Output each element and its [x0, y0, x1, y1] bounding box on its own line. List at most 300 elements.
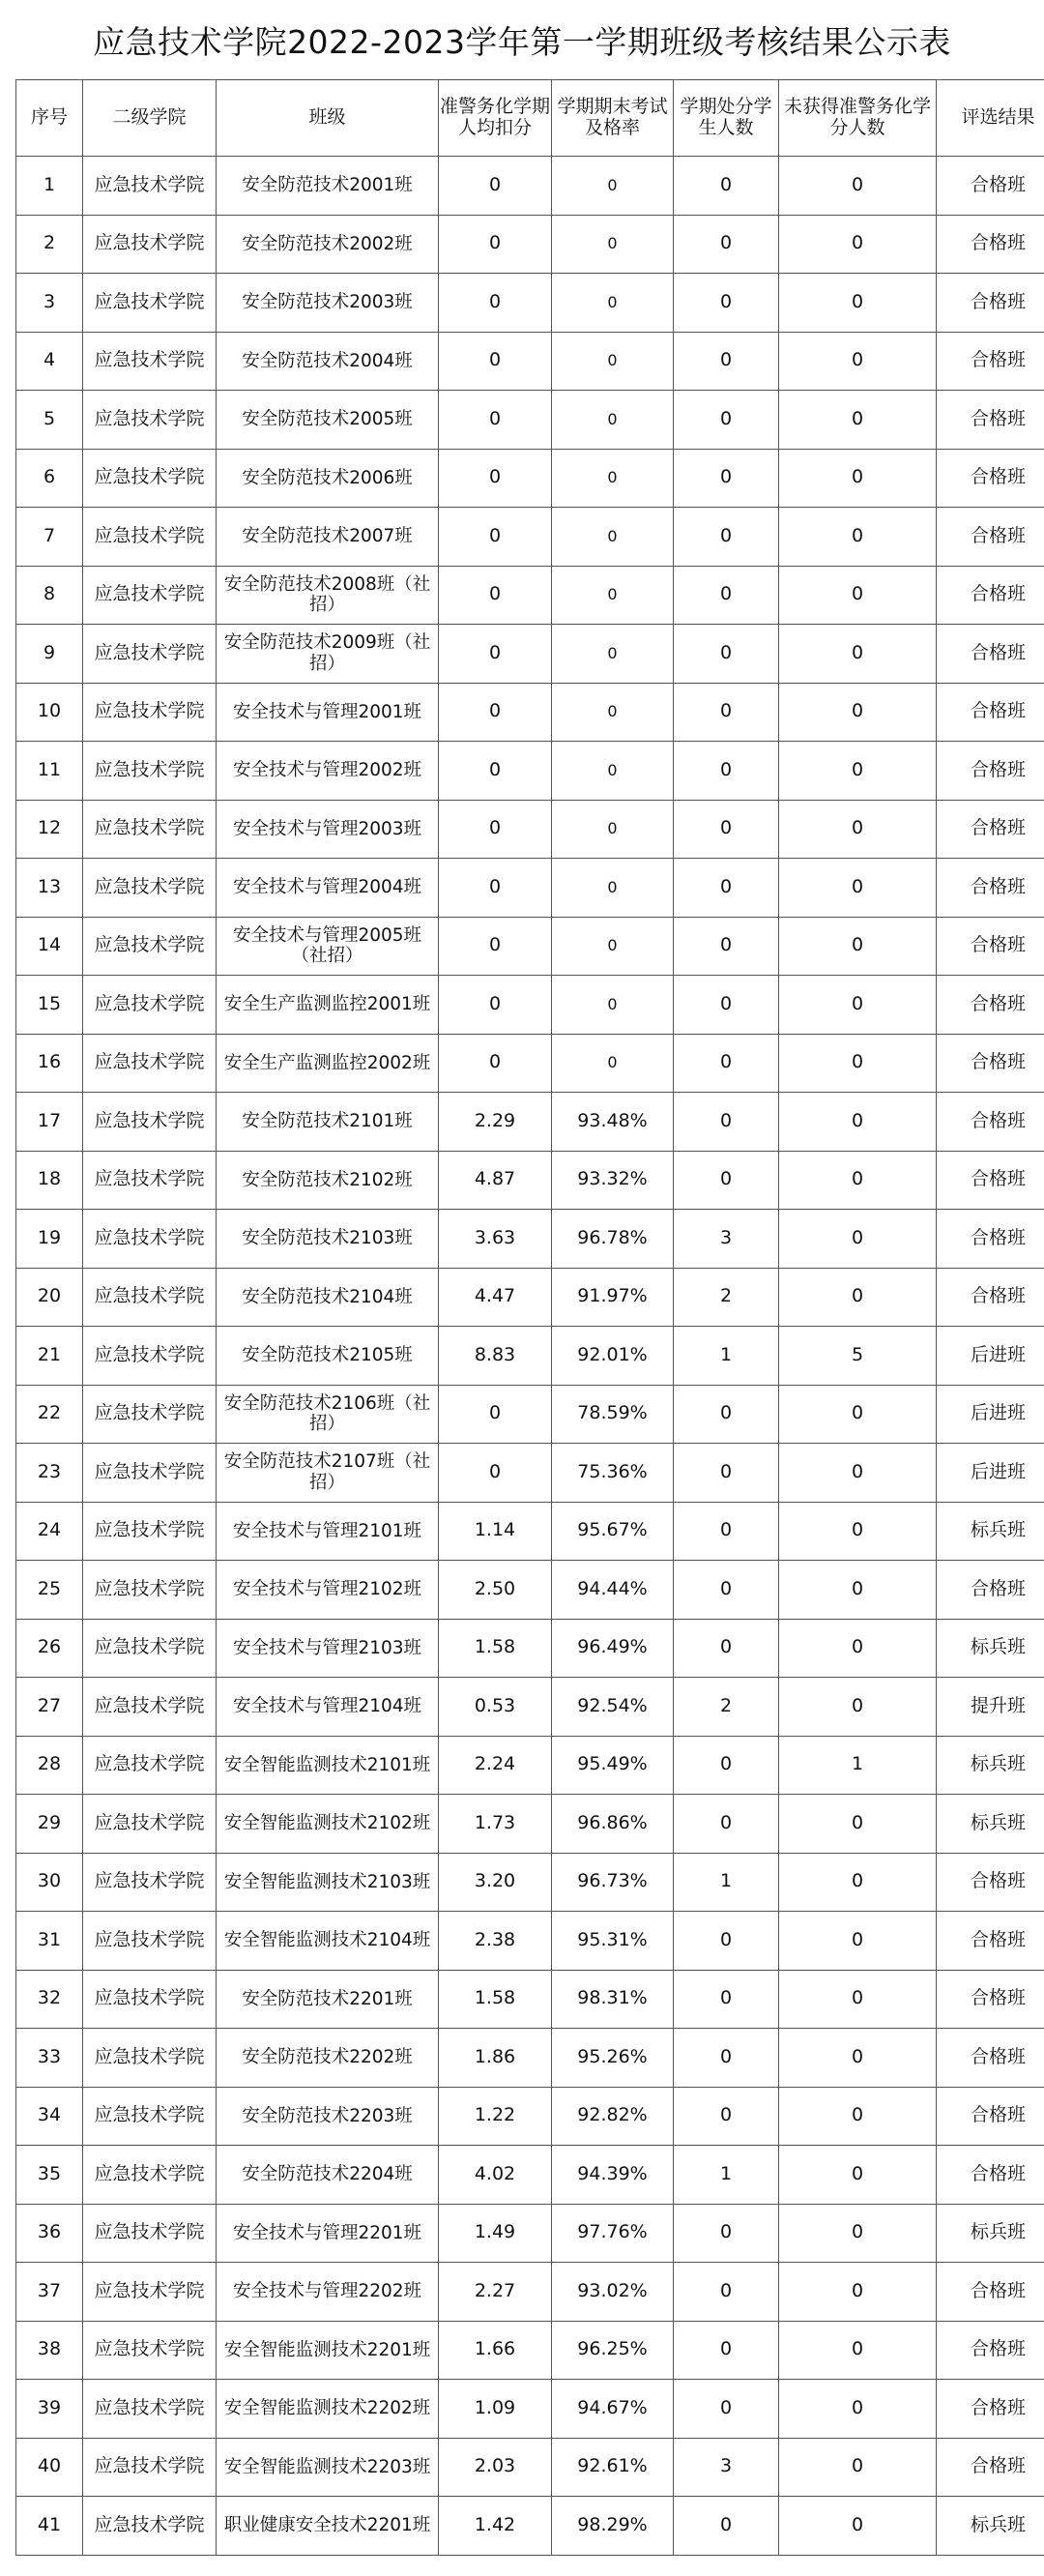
pass-rate-cell: 94.44%: [552, 1561, 674, 1620]
table-row: [16, 1385, 1044, 1444]
result-cell: 合格班: [937, 1970, 1044, 2029]
row-number: 32: [16, 1970, 83, 2029]
no-credit-cell: 0: [779, 1385, 937, 1444]
pass-rate-cell: 93.48%: [552, 1093, 674, 1152]
class-cell: 安全防范技术2204班: [217, 2146, 439, 2205]
deduct-cell: 1.14: [439, 1502, 552, 1561]
deduct-cell: 0: [439, 274, 552, 333]
row-number: 25: [16, 1561, 83, 1620]
college-cell: 应急技术学院: [83, 1444, 217, 1503]
pass-rate-cell: 95.31%: [552, 1912, 674, 1971]
no-credit-cell: 0: [779, 332, 937, 391]
pass-rate-cell: 0: [552, 449, 674, 508]
class-cell: 安全技术与管理2103班: [217, 1619, 439, 1678]
pass-rate-cell: 96.25%: [552, 2321, 674, 2380]
college-cell: 应急技术学院: [83, 1502, 217, 1561]
deduct-cell: 3.63: [439, 1210, 552, 1269]
pass-rate-cell: 98.31%: [552, 1970, 674, 2029]
college-cell: 应急技术学院: [83, 1970, 217, 2029]
punish-cell: 1: [674, 1853, 779, 1912]
punish-cell: 0: [674, 1502, 779, 1561]
no-credit-cell: 0: [779, 917, 937, 976]
class-cell: 安全智能监测技术2102班: [217, 1795, 439, 1854]
no-credit-cell: 0: [779, 449, 937, 508]
row-number: 13: [16, 859, 83, 918]
no-credit-cell: 0: [779, 859, 937, 918]
header-result: 评选结果: [937, 80, 1044, 157]
deduct-cell: 0: [439, 508, 552, 567]
class-cell: 安全防范技术2105班: [217, 1327, 439, 1386]
row-number: 6: [16, 449, 83, 508]
no-credit-cell: 0: [779, 1268, 937, 1327]
pass-rate-cell: 0: [552, 859, 674, 918]
table-row: [16, 2087, 1044, 2146]
no-credit-cell: 0: [779, 1444, 937, 1503]
table-row: [16, 332, 1044, 391]
result-cell: 合格班: [937, 2029, 1044, 2088]
table-row: [16, 1444, 1044, 1503]
header-no: 序号: [16, 80, 83, 157]
no-credit-cell: 0: [779, 157, 937, 216]
table-row: [16, 2497, 1044, 2556]
table-row: [16, 157, 1044, 216]
result-cell: 标兵班: [937, 1736, 1044, 1795]
punish-cell: 0: [674, 742, 779, 801]
college-cell: 应急技术学院: [83, 976, 217, 1035]
deduct-cell: 1.22: [439, 2087, 552, 2146]
deduct-cell: 8.83: [439, 1327, 552, 1386]
result-cell: 合格班: [937, 976, 1044, 1035]
college-cell: 应急技术学院: [83, 1619, 217, 1678]
class-cell: 安全智能监测技术2203班: [217, 2438, 439, 2497]
class-cell: 安全防范技术2006班: [217, 449, 439, 508]
punish-cell: 0: [674, 391, 779, 450]
class-cell: 安全智能监测技术2101班: [217, 1736, 439, 1795]
punish-cell: 1: [674, 1327, 779, 1386]
table-row: [16, 508, 1044, 567]
result-cell: 合格班: [937, 332, 1044, 391]
deduct-cell: 4.87: [439, 1151, 552, 1210]
class-cell: 安全技术与管理2004班: [217, 859, 439, 918]
deduct-cell: 1.42: [439, 2497, 552, 2556]
class-cell: 安全防范技术2001班: [217, 157, 439, 216]
college-cell: 应急技术学院: [83, 1151, 217, 1210]
table-row: [16, 1912, 1044, 1971]
table-row: [16, 566, 1044, 625]
result-cell: 标兵班: [937, 1619, 1044, 1678]
table-row: [16, 1327, 1044, 1386]
row-number: 34: [16, 2087, 83, 2146]
class-cell: 安全技术与管理2202班: [217, 2263, 439, 2322]
class-cell: 安全技术与管理2005班（社招）: [217, 917, 439, 976]
college-cell: 应急技术学院: [83, 625, 217, 684]
deduct-cell: 1.66: [439, 2321, 552, 2380]
deduct-cell: 2.29: [439, 1093, 552, 1152]
punish-cell: 0: [674, 508, 779, 567]
table-row: [16, 1853, 1044, 1912]
college-cell: 应急技术学院: [83, 1093, 217, 1152]
row-number: 8: [16, 566, 83, 625]
result-cell: 合格班: [937, 215, 1044, 274]
college-cell: 应急技术学院: [83, 800, 217, 859]
table-row: [16, 917, 1044, 976]
row-number: 21: [16, 1327, 83, 1386]
punish-cell: 0: [674, 1151, 779, 1210]
result-cell: 合格班: [937, 2263, 1044, 2322]
table-row: [16, 215, 1044, 274]
result-cell: 标兵班: [937, 2204, 1044, 2263]
row-number: 4: [16, 332, 83, 391]
table-row: [16, 2029, 1044, 2088]
punish-cell: 0: [674, 1619, 779, 1678]
deduct-cell: 2.24: [439, 1736, 552, 1795]
college-cell: 应急技术学院: [83, 2263, 217, 2322]
punish-cell: 0: [674, 1970, 779, 2029]
table-row: [16, 859, 1044, 918]
college-cell: 应急技术学院: [83, 2087, 217, 2146]
no-credit-cell: 0: [779, 2204, 937, 2263]
pass-rate-cell: 95.67%: [552, 1502, 674, 1561]
deduct-cell: 0: [439, 391, 552, 450]
punish-cell: 0: [674, 1561, 779, 1620]
page-title: 应急技术学院2022-2023学年第一学期班级考核结果公示表: [93, 22, 951, 61]
row-number: 7: [16, 508, 83, 567]
row-number: 19: [16, 1210, 83, 1269]
pass-rate-cell: 78.59%: [552, 1385, 674, 1444]
deduct-cell: 2.38: [439, 1912, 552, 1971]
punish-cell: 0: [674, 566, 779, 625]
punish-cell: 0: [674, 1093, 779, 1152]
table-row: [16, 2380, 1044, 2439]
header-college: 二级学院: [83, 80, 217, 157]
pass-rate-cell: 0: [552, 157, 674, 216]
no-credit-cell: 0: [779, 1678, 937, 1737]
pass-rate-cell: 0: [552, 391, 674, 450]
row-number: 38: [16, 2321, 83, 2380]
pass-rate-cell: 92.61%: [552, 2438, 674, 2497]
row-number: 28: [16, 1736, 83, 1795]
row-number: 24: [16, 1502, 83, 1561]
college-cell: 应急技术学院: [83, 683, 217, 742]
class-cell: 安全智能监测技术2202班: [217, 2380, 439, 2439]
pass-rate-cell: 94.39%: [552, 2146, 674, 2205]
result-cell: 后进班: [937, 1327, 1044, 1386]
result-cell: 合格班: [937, 508, 1044, 567]
class-cell: 安全生产监测监控2001班: [217, 976, 439, 1035]
punish-cell: 0: [674, 1444, 779, 1503]
result-cell: 后进班: [937, 1385, 1044, 1444]
row-number: 35: [16, 2146, 83, 2205]
table-row: [16, 1210, 1044, 1269]
no-credit-cell: 0: [779, 1912, 937, 1971]
header-punish: 学期处分学生人数: [674, 80, 779, 157]
row-number: 41: [16, 2497, 83, 2556]
no-credit-cell: 0: [779, 1093, 937, 1152]
deduct-cell: 0: [439, 215, 552, 274]
punish-cell: 0: [674, 157, 779, 216]
no-credit-cell: 0: [779, 1795, 937, 1854]
class-cell: 安全生产监测监控2002班: [217, 1034, 439, 1093]
row-number: 22: [16, 1385, 83, 1444]
college-cell: 应急技术学院: [83, 332, 217, 391]
result-cell: 合格班: [937, 917, 1044, 976]
result-cell: 合格班: [937, 625, 1044, 684]
deduct-cell: 1.49: [439, 2204, 552, 2263]
table-row: [16, 800, 1044, 859]
table-row: [16, 1795, 1044, 1854]
no-credit-cell: 0: [779, 1970, 937, 2029]
punish-cell: 2: [674, 1268, 779, 1327]
pass-rate-cell: 0: [552, 800, 674, 859]
class-cell: 安全防范技术2008班（社招）: [217, 566, 439, 625]
class-cell: 职业健康安全技术2201班: [217, 2497, 439, 2556]
pass-rate-cell: 0: [552, 625, 674, 684]
pass-rate-cell: 0: [552, 976, 674, 1035]
deduct-cell: 0: [439, 742, 552, 801]
no-credit-cell: 0: [779, 508, 937, 567]
result-cell: 合格班: [937, 2380, 1044, 2439]
college-cell: 应急技术学院: [83, 1327, 217, 1386]
college-cell: 应急技术学院: [83, 2438, 217, 2497]
punish-cell: 0: [674, 274, 779, 333]
class-cell: 安全防范技术2202班: [217, 2029, 439, 2088]
class-cell: 安全防范技术2004班: [217, 332, 439, 391]
class-cell: 安全技术与管理2102班: [217, 1561, 439, 1620]
pass-rate-cell: 0: [552, 742, 674, 801]
header-pass-rate: 学期期末考试及格率: [552, 80, 674, 157]
no-credit-cell: 0: [779, 2438, 937, 2497]
pass-rate-cell: 75.36%: [552, 1444, 674, 1503]
pass-rate-cell: 0: [552, 332, 674, 391]
deduct-cell: 0: [439, 917, 552, 976]
college-cell: 应急技术学院: [83, 391, 217, 450]
result-cell: 提升班: [937, 1678, 1044, 1737]
result-cell: 合格班: [937, 859, 1044, 918]
result-cell: 标兵班: [937, 1502, 1044, 1561]
college-cell: 应急技术学院: [83, 274, 217, 333]
class-cell: 安全智能监测技术2201班: [217, 2321, 439, 2380]
deduct-cell: 0: [439, 332, 552, 391]
row-number: 36: [16, 2204, 83, 2263]
pass-rate-cell: 92.01%: [552, 1327, 674, 1386]
deduct-cell: 1.58: [439, 1970, 552, 2029]
row-number: 1: [16, 157, 83, 216]
no-credit-cell: 0: [779, 1502, 937, 1561]
no-credit-cell: 0: [779, 274, 937, 333]
deduct-cell: 0: [439, 625, 552, 684]
college-cell: 应急技术学院: [83, 1853, 217, 1912]
college-cell: 应急技术学院: [83, 2204, 217, 2263]
pass-rate-cell: 97.76%: [552, 2204, 674, 2263]
punish-cell: 0: [674, 2029, 779, 2088]
class-cell: 安全防范技术2103班: [217, 1210, 439, 1269]
header-no-credit: 未获得准警务化学分人数: [779, 80, 937, 157]
college-cell: 应急技术学院: [83, 449, 217, 508]
deduct-cell: 1.86: [439, 2029, 552, 2088]
college-cell: 应急技术学院: [83, 917, 217, 976]
result-cell: 合格班: [937, 157, 1044, 216]
row-number: 15: [16, 976, 83, 1035]
deduct-cell: 2.03: [439, 2438, 552, 2497]
row-number: 26: [16, 1619, 83, 1678]
table-row: [16, 1678, 1044, 1737]
result-cell: 合格班: [937, 2087, 1044, 2146]
table-row: [16, 1619, 1044, 1678]
no-credit-cell: 0: [779, 391, 937, 450]
deduct-cell: 2.27: [439, 2263, 552, 2322]
no-credit-cell: 0: [779, 2087, 937, 2146]
row-number: 29: [16, 1795, 83, 1854]
deduct-cell: 0: [439, 157, 552, 216]
result-cell: 标兵班: [937, 2497, 1044, 2556]
punish-cell: 0: [674, 2087, 779, 2146]
punish-cell: 0: [674, 332, 779, 391]
result-cell: 合格班: [937, 2321, 1044, 2380]
deduct-cell: 0: [439, 859, 552, 918]
college-cell: 应急技术学院: [83, 742, 217, 801]
class-cell: 安全防范技术2009班（社招）: [217, 625, 439, 684]
no-credit-cell: 0: [779, 625, 937, 684]
row-number: 30: [16, 1853, 83, 1912]
punish-cell: 0: [674, 1912, 779, 1971]
row-number: 12: [16, 800, 83, 859]
college-cell: 应急技术学院: [83, 1034, 217, 1093]
pass-rate-cell: 0: [552, 508, 674, 567]
no-credit-cell: 0: [779, 1151, 937, 1210]
punish-cell: 0: [674, 1034, 779, 1093]
table-row: [16, 2438, 1044, 2497]
deduct-cell: 1.09: [439, 2380, 552, 2439]
no-credit-cell: 0: [779, 800, 937, 859]
row-number: 31: [16, 1912, 83, 1971]
row-number: 39: [16, 2380, 83, 2439]
pass-rate-cell: 96.78%: [552, 1210, 674, 1269]
class-cell: 安全技术与管理2002班: [217, 742, 439, 801]
punish-cell: 0: [674, 2204, 779, 2263]
row-number: 17: [16, 1093, 83, 1152]
class-cell: 安全防范技术2203班: [217, 2087, 439, 2146]
class-cell: 安全防范技术2005班: [217, 391, 439, 450]
result-cell: 标兵班: [937, 1795, 1044, 1854]
pass-rate-cell: 93.02%: [552, 2263, 674, 2322]
no-credit-cell: 5: [779, 1327, 937, 1386]
class-cell: 安全智能监测技术2103班: [217, 1853, 439, 1912]
punish-cell: 0: [674, 976, 779, 1035]
punish-cell: 0: [674, 1385, 779, 1444]
result-cell: 后进班: [937, 1444, 1044, 1503]
pass-rate-cell: 96.86%: [552, 1795, 674, 1854]
class-cell: 安全技术与管理2104班: [217, 1678, 439, 1737]
result-cell: 合格班: [937, 1093, 1044, 1152]
punish-cell: 0: [674, 2497, 779, 2556]
no-credit-cell: 0: [779, 742, 937, 801]
result-cell: 合格班: [937, 449, 1044, 508]
table-row: [16, 2204, 1044, 2263]
no-credit-cell: 0: [779, 566, 937, 625]
result-cell: 合格班: [937, 391, 1044, 450]
class-cell: 安全技术与管理2101班: [217, 1502, 439, 1561]
result-cell: 合格班: [937, 1853, 1044, 1912]
college-cell: 应急技术学院: [83, 1210, 217, 1269]
pass-rate-cell: 93.32%: [552, 1151, 674, 1210]
no-credit-cell: 0: [779, 1853, 937, 1912]
class-cell: 安全防范技术2002班: [217, 215, 439, 274]
deduct-cell: 0: [439, 449, 552, 508]
row-number: 37: [16, 2263, 83, 2322]
no-credit-cell: 0: [779, 1619, 937, 1678]
result-cell: 合格班: [937, 2438, 1044, 2497]
college-cell: 应急技术学院: [83, 2029, 217, 2088]
result-cell: 合格班: [937, 1912, 1044, 1971]
row-number: 9: [16, 625, 83, 684]
table-row: [16, 1561, 1044, 1620]
no-credit-cell: 1: [779, 1736, 937, 1795]
punish-cell: 0: [674, 859, 779, 918]
deduct-cell: 1.73: [439, 1795, 552, 1854]
no-credit-cell: 0: [779, 2380, 937, 2439]
row-number: 18: [16, 1151, 83, 1210]
no-credit-cell: 0: [779, 1210, 937, 1269]
result-cell: 合格班: [937, 566, 1044, 625]
class-cell: 安全防范技术2201班: [217, 1970, 439, 2029]
result-cell: 合格班: [937, 1268, 1044, 1327]
class-cell: 安全防范技术2003班: [217, 274, 439, 333]
table-row: [16, 625, 1044, 684]
result-cell: 合格班: [937, 1210, 1044, 1269]
pass-rate-cell: 95.26%: [552, 2029, 674, 2088]
class-cell: 安全技术与管理2003班: [217, 800, 439, 859]
no-credit-cell: 0: [779, 976, 937, 1035]
table-row: [16, 2321, 1044, 2380]
deduct-cell: 0: [439, 683, 552, 742]
pass-rate-cell: 91.97%: [552, 1268, 674, 1327]
deduct-cell: 0: [439, 976, 552, 1035]
row-number: 11: [16, 742, 83, 801]
deduct-cell: 1.58: [439, 1619, 552, 1678]
punish-cell: 0: [674, 449, 779, 508]
row-number: 2: [16, 215, 83, 274]
punish-cell: 0: [674, 625, 779, 684]
no-credit-cell: 0: [779, 2497, 937, 2556]
row-number: 33: [16, 2029, 83, 2088]
pass-rate-cell: 0: [552, 566, 674, 625]
no-credit-cell: 0: [779, 2146, 937, 2205]
punish-cell: 0: [674, 2321, 779, 2380]
pass-rate-cell: 0: [552, 683, 674, 742]
punish-cell: 0: [674, 215, 779, 274]
class-cell: 安全智能监测技术2104班: [217, 1912, 439, 1971]
pass-rate-cell: 95.49%: [552, 1736, 674, 1795]
college-cell: 应急技术学院: [83, 2146, 217, 2205]
table-row: [16, 683, 1044, 742]
pass-rate-cell: 0: [552, 274, 674, 333]
no-credit-cell: 0: [779, 1561, 937, 1620]
college-cell: 应急技术学院: [83, 1912, 217, 1971]
row-number: 40: [16, 2438, 83, 2497]
deduct-cell: 0: [439, 800, 552, 859]
punish-cell: 3: [674, 1210, 779, 1269]
deduct-cell: 2.50: [439, 1561, 552, 1620]
no-credit-cell: 0: [779, 215, 937, 274]
result-cell: 合格班: [937, 1561, 1044, 1620]
pass-rate-cell: 0: [552, 917, 674, 976]
college-cell: 应急技术学院: [83, 566, 217, 625]
punish-cell: 0: [674, 683, 779, 742]
table-row: [16, 1970, 1044, 2029]
punish-cell: 0: [674, 800, 779, 859]
college-cell: 应急技术学院: [83, 1561, 217, 1620]
deduct-cell: 0: [439, 1034, 552, 1093]
